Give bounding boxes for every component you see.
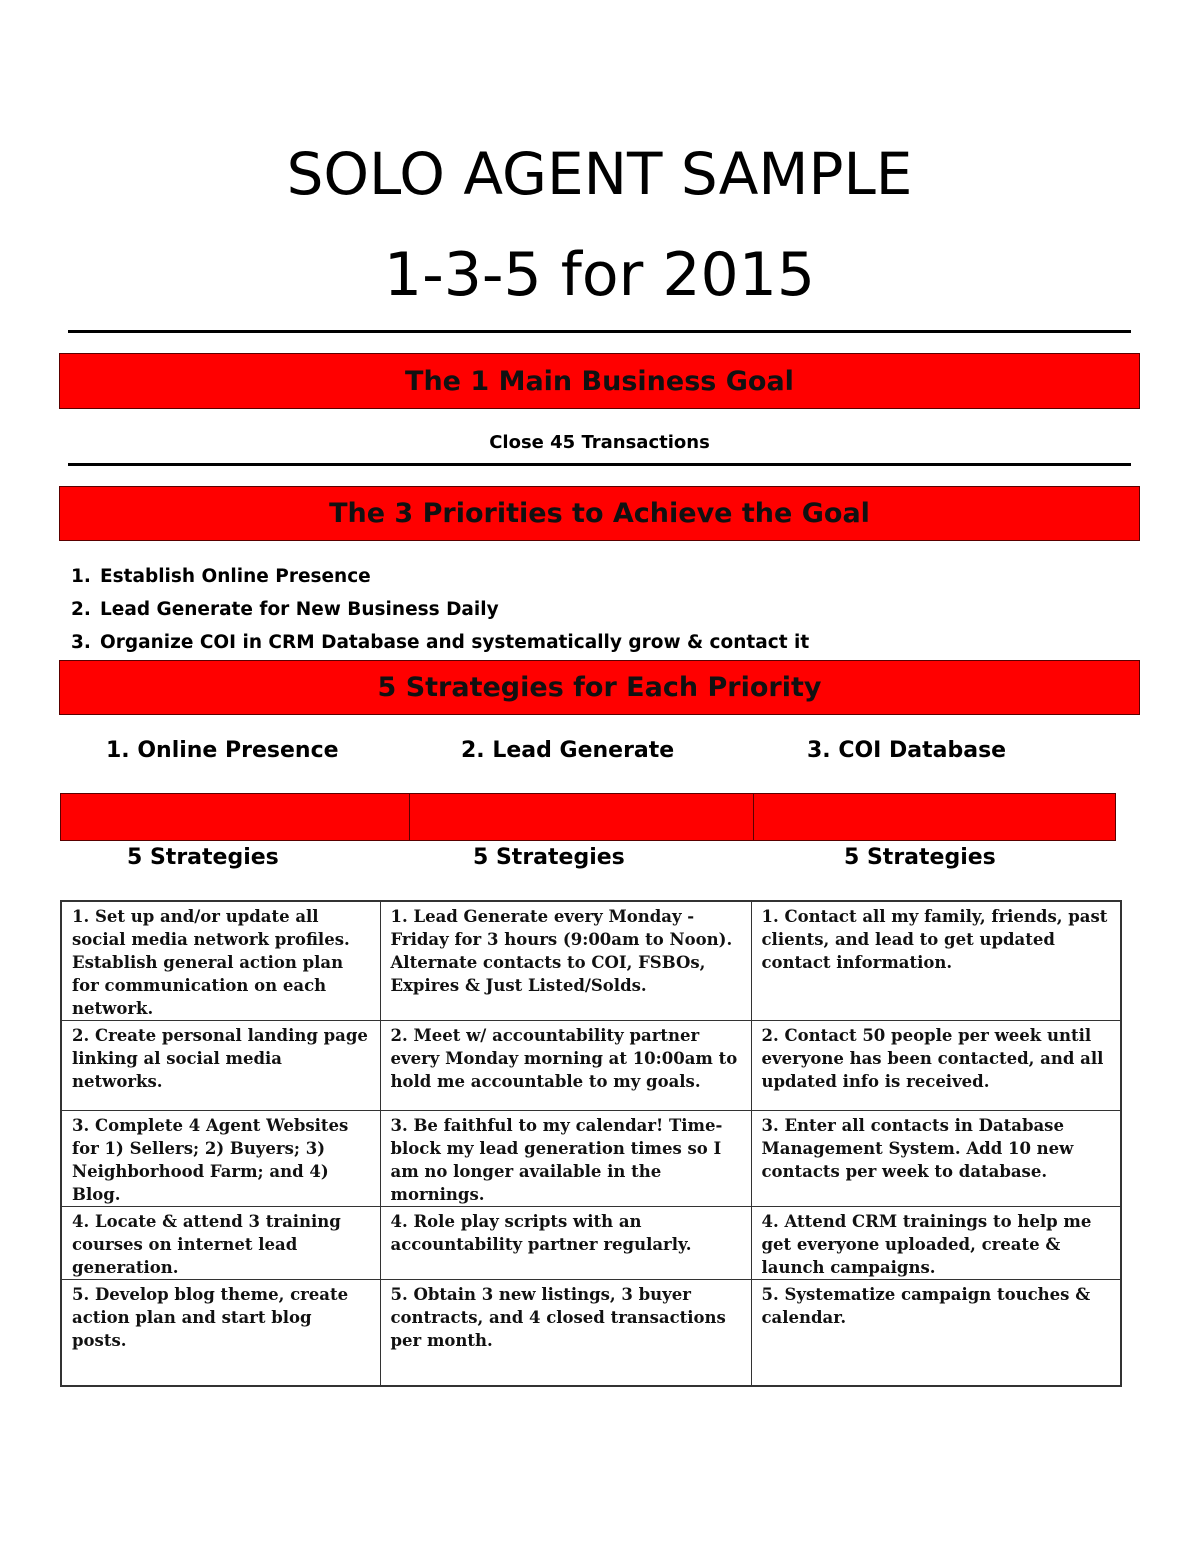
goal-heading: The 1 Main Business Goal: [405, 365, 794, 397]
pillar-bar-cell: [61, 794, 409, 840]
table-row: [61, 1021, 1121, 1111]
priorities-heading: The 3 Priorities to Achieve the Goal: [329, 498, 870, 529]
table-cell: 2. Contact 50 people per week until everyone has been contacted, and all updated info is received.: [751, 1021, 1121, 1111]
priority-item: [71, 563, 809, 596]
priority-item: [71, 629, 809, 662]
table-cell: 4. Role play scripts with an accountability partner regularly.: [380, 1207, 751, 1280]
pillar-bar-cell: [753, 794, 1115, 840]
pillar-coi-database: 3. COI Database: [807, 738, 1007, 763]
pillar-online-presence: 1. Online Presence: [106, 738, 339, 763]
table-cell: 1. Set up and/or update all social media network profiles. Establish general action plan for communication on each network.: [61, 901, 380, 1021]
priorities-list: [71, 563, 809, 662]
table-cell: 4. Locate & attend 3 training courses on internet lead generation.: [61, 1207, 380, 1280]
table-row: [61, 1111, 1121, 1207]
strategies-heading: 5 Strategies for Each Priority: [377, 672, 822, 703]
table-cell: 5. Develop blog theme, create action plan and start blog posts.: [61, 1280, 380, 1386]
table-row: [61, 1280, 1121, 1386]
table-row: [61, 1207, 1121, 1280]
priority-number: 3.: [71, 632, 91, 653]
main-goal-text: Close 45 Transactions: [489, 432, 710, 453]
strategies-label-lead: 5 Strategies: [473, 845, 625, 870]
table-row: [61, 901, 1121, 1021]
table-cell: 2. Meet w/ accountability partner every Monday morning at 10:00am to hold me accountable to my goals.: [380, 1021, 751, 1111]
priority-text: Establish Online Presence: [100, 566, 371, 587]
priority-item: [71, 596, 809, 629]
document-title: SOLO AGENT SAMPLE: [286, 140, 913, 208]
divider-goal: [68, 463, 1131, 466]
document-subtitle: 1-3-5 for 2015: [383, 240, 816, 310]
table-cell: 2. Create personal landing page linking al social media networks.: [61, 1021, 380, 1111]
table-cell: 5. Systematize campaign touches & calendar.: [751, 1280, 1121, 1386]
table-cell: 4. Attend CRM trainings to help me get everyone uploaded, create & launch campaigns.: [751, 1207, 1121, 1280]
priority-text: Organize COI in CRM Database and systematically grow & contact it: [100, 632, 810, 653]
table-cell: 1. Lead Generate every Monday - Friday for 3 hours (9:00am to Noon). Alternate contacts to COI, FSBOs, Expires & Just Listed/Solds.: [380, 901, 751, 1021]
strategies-heading-bar: [59, 660, 1140, 715]
divider-top: [68, 330, 1131, 333]
table-cell: 3. Complete 4 Agent Websites for 1) Sellers; 2) Buyers; 3) Neighborhood Farm; and 4) Blog.: [61, 1111, 380, 1207]
priority-number: 2.: [71, 599, 91, 620]
goal-heading-bar: [59, 353, 1140, 409]
pillar-color-bar: [60, 793, 1116, 841]
priority-text: Lead Generate for New Business Daily: [100, 599, 499, 620]
strategies-label-online: 5 Strategies: [127, 845, 279, 870]
priorities-heading-bar: [59, 486, 1140, 541]
strategies-table: [60, 900, 1122, 1387]
table-cell: 3. Be faithful to my calendar! Time-block my lead generation times so I am no longer available in the mornings.: [380, 1111, 751, 1207]
priority-number: 1.: [71, 566, 91, 587]
table-cell: 5. Obtain 3 new listings, 3 buyer contracts, and 4 closed transactions per month.: [380, 1280, 751, 1386]
pillar-lead-generate: 2. Lead Generate: [461, 738, 675, 763]
table-cell: 1. Contact all my family, friends, past clients, and lead to get updated contact information.: [751, 901, 1121, 1021]
strategies-label-coi: 5 Strategies: [844, 845, 996, 870]
table-cell: 3. Enter all contacts in Database Management System. Add 10 new contacts per week to database.: [751, 1111, 1121, 1207]
pillar-bar-cell: [409, 794, 752, 840]
